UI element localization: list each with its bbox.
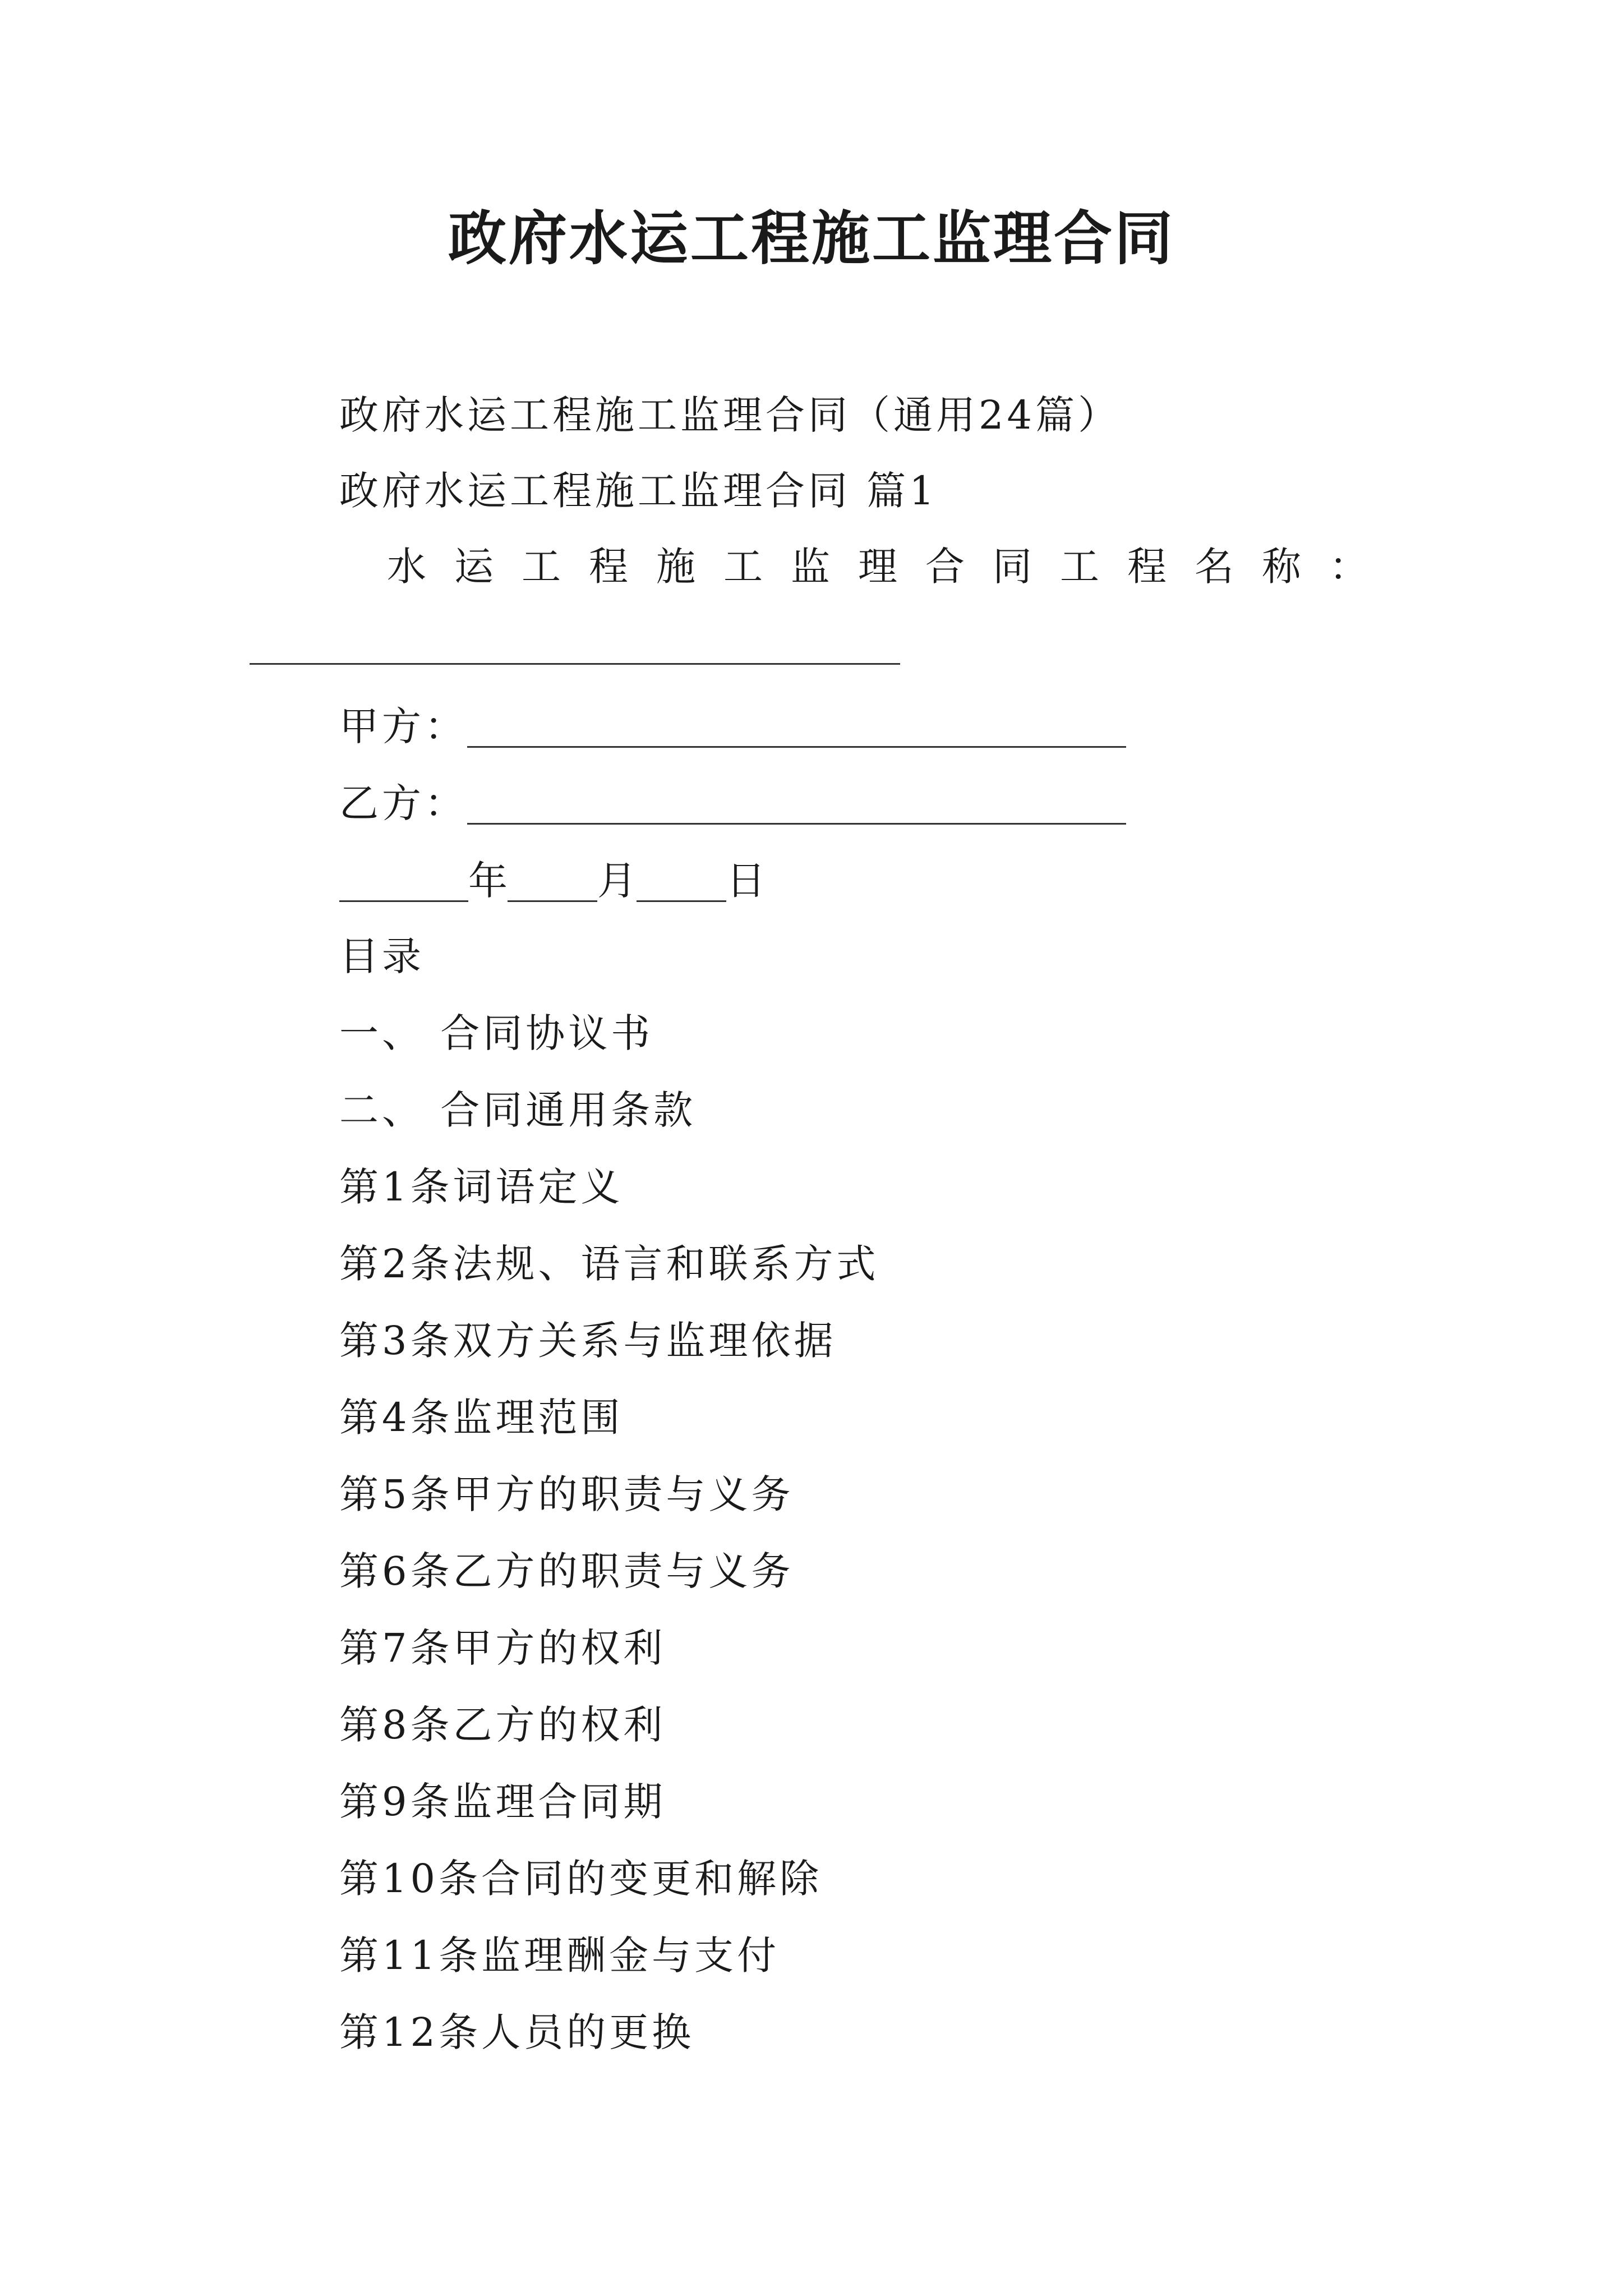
project-name-char: 理 — [858, 544, 897, 590]
toc-item: 第1条词语定义 — [339, 1164, 624, 1210]
toc-item: 第9条监理合同期 — [339, 1779, 666, 1825]
project-name-char: 程 — [1127, 544, 1166, 590]
project-name-char: 合 — [925, 544, 965, 590]
toc-item: 二、 合同通用条款 — [339, 1087, 697, 1133]
toc-item: 一、 合同协议书 — [339, 1010, 654, 1056]
toc-item: 第4条监理范围 — [339, 1395, 624, 1441]
project-name-char: 工 — [1060, 544, 1099, 590]
toc-title: 目录 — [339, 933, 425, 979]
project-name-char: 同 — [993, 544, 1032, 590]
toc-item: 第5条甲方的职责与义务 — [339, 1471, 794, 1517]
project-name-char: 工 — [723, 544, 763, 590]
party-a-blank — [467, 707, 1126, 748]
project-name-char: 工 — [522, 544, 561, 590]
project-name-blank — [250, 663, 900, 665]
party-b-label: 乙方： — [339, 780, 467, 826]
project-name-char: ： — [1329, 544, 1368, 590]
toc-item: 第8条乙方的权利 — [339, 1702, 666, 1748]
month-label: 月 — [597, 858, 637, 904]
party-b-line — [339, 775, 1126, 831]
document-subtitle: 政府水运工程施工监理合同（通用24篇） — [339, 392, 1121, 438]
document-title: 政府水运工程施工监理合同 — [448, 204, 1175, 273]
year-label: 年 — [468, 858, 508, 904]
toc-item: 第6条乙方的职责与义务 — [339, 1548, 794, 1594]
year-blank — [339, 861, 468, 902]
project-name-char: 运 — [454, 544, 494, 590]
project-name-line — [387, 539, 1368, 595]
party-b-blank — [467, 784, 1126, 825]
toc-item: 第11条监理酬金与支付 — [339, 1932, 780, 1978]
project-name-char: 程 — [589, 544, 628, 590]
project-name-char: 施 — [656, 544, 695, 590]
project-name-char: 称 — [1262, 544, 1301, 590]
project-name-char: 名 — [1195, 544, 1234, 590]
toc-item: 第3条双方关系与监理依据 — [339, 1318, 837, 1364]
toc-item: 第2条法规、语言和联系方式 — [339, 1241, 879, 1287]
toc-item: 第7条甲方的权利 — [339, 1625, 666, 1671]
toc-item: 第10条合同的变更和解除 — [339, 1856, 823, 1902]
party-a-line — [339, 698, 1126, 754]
section-heading: 政府水运工程施工监理合同 篇1 — [339, 468, 938, 514]
day-label: 日 — [726, 858, 766, 904]
month-blank — [508, 861, 597, 902]
project-name-char: 监 — [791, 544, 830, 590]
toc-item: 第12条人员的更换 — [339, 2009, 695, 2055]
date-line — [339, 853, 766, 909]
project-name-char: 水 — [387, 544, 426, 590]
party-a-label: 甲方： — [339, 703, 467, 749]
day-blank — [637, 861, 726, 902]
